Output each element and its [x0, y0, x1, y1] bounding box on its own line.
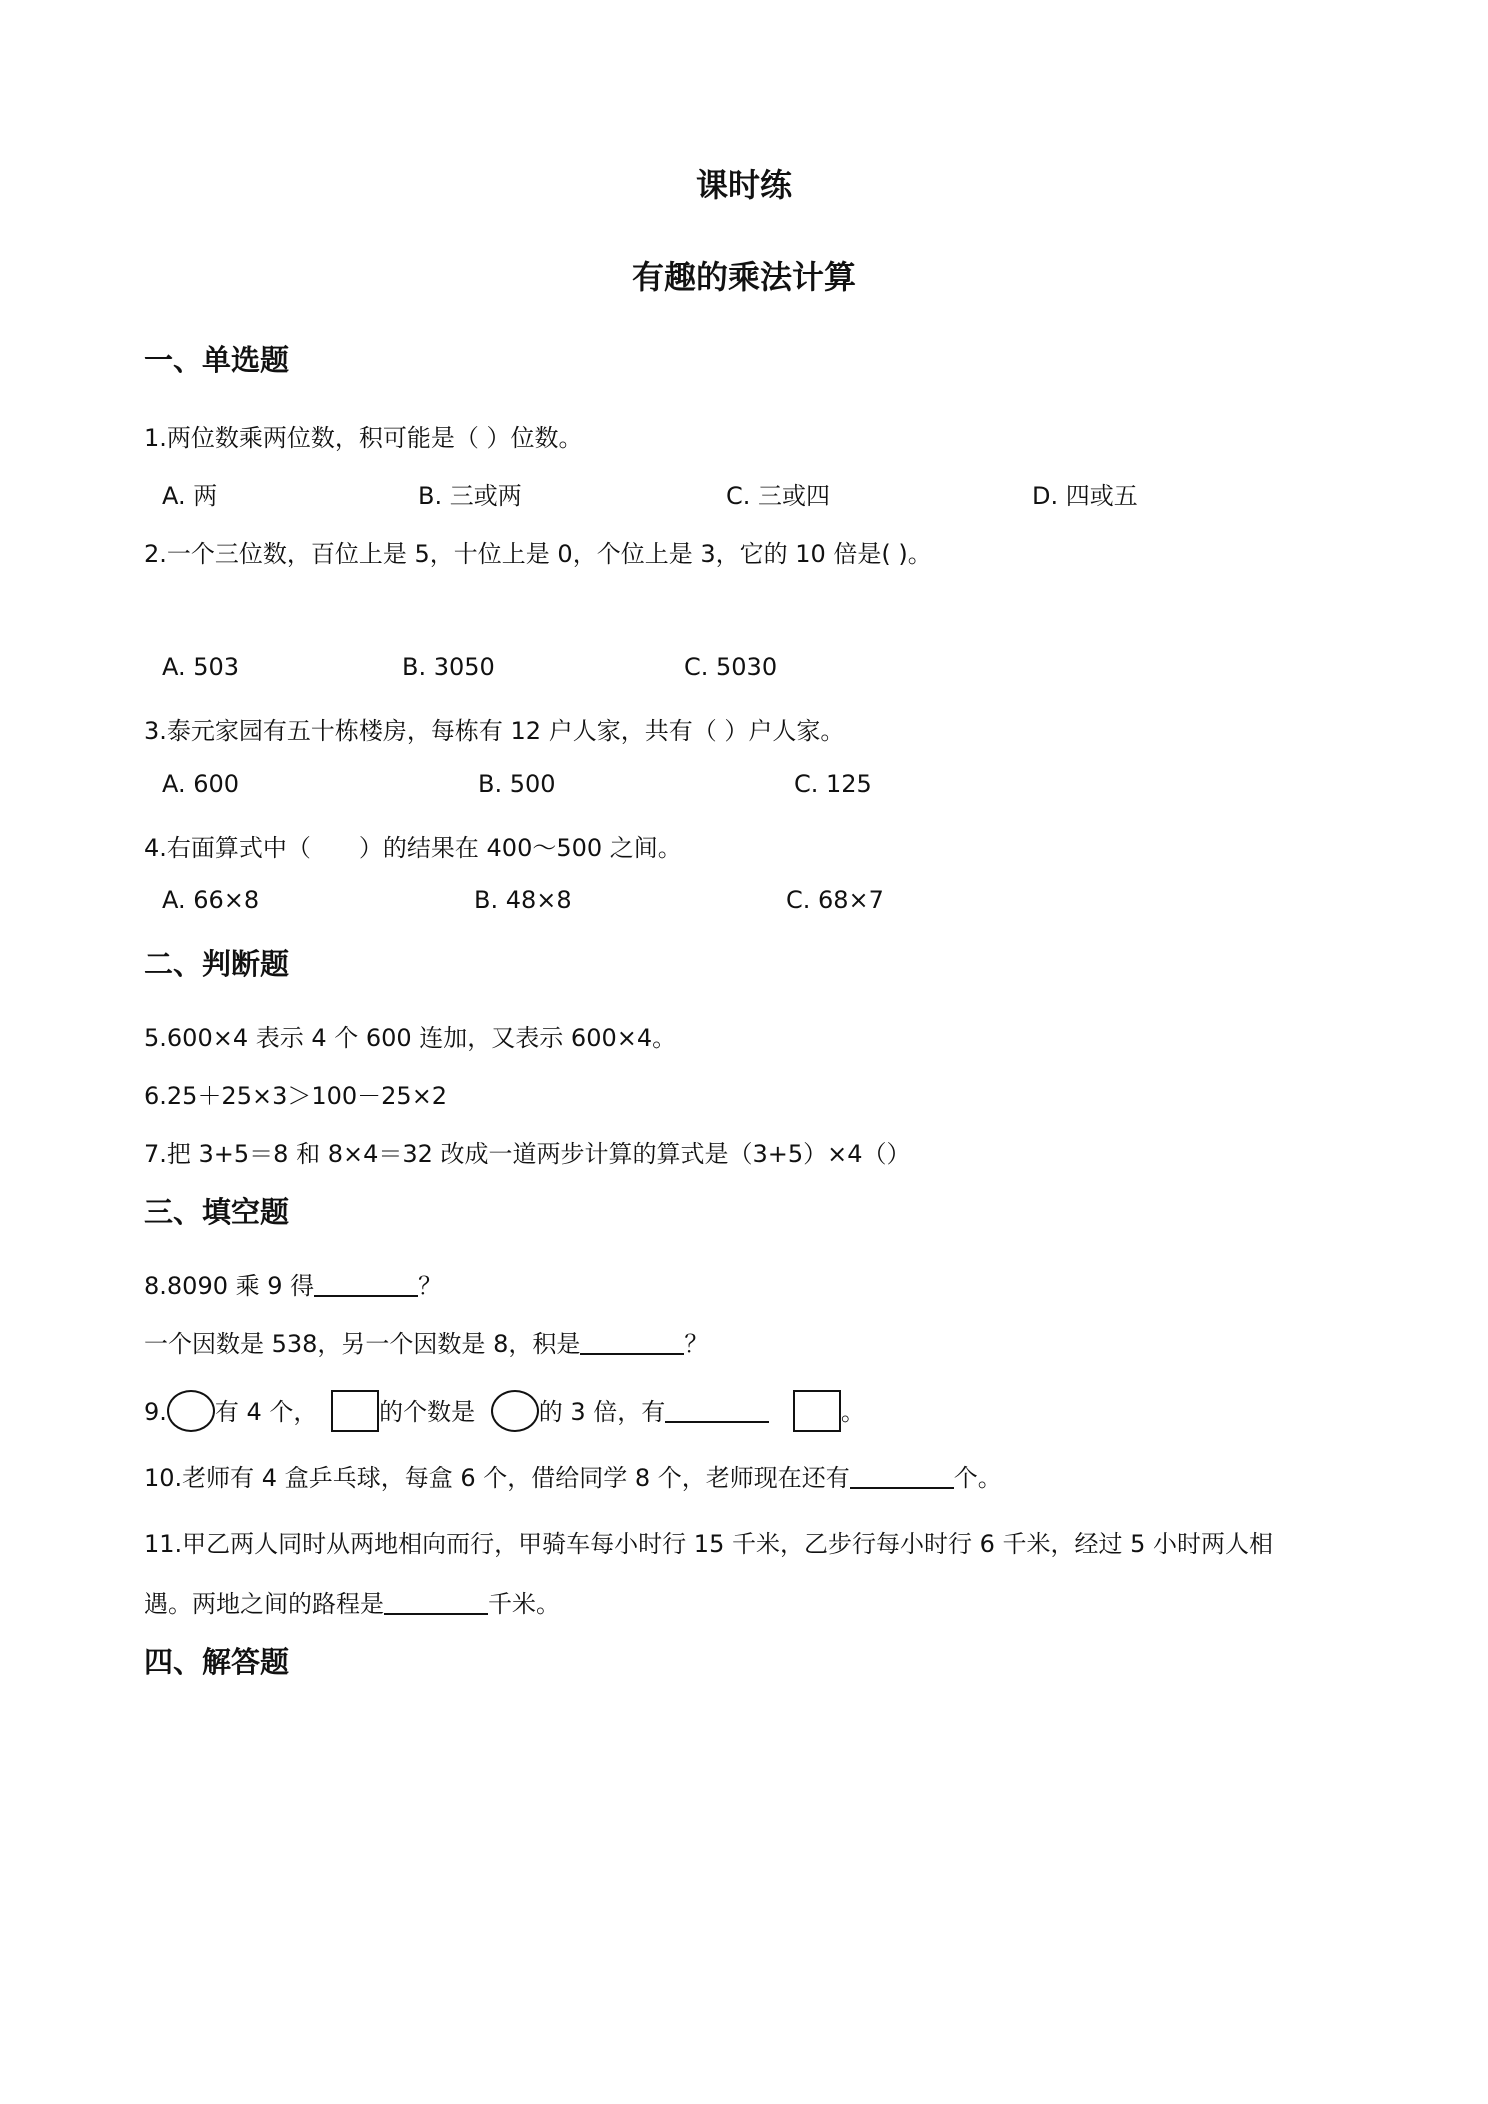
q10-text-a: 10.老师有 4 盒乒乓球，每盒 6 个，借给同学 8 个，老师现在还有: [144, 1464, 850, 1492]
q8-text-c: 一个因数是 538，另一个因数是 8，积是: [144, 1330, 581, 1358]
q11-text-a: 遇。两地之间的路程是: [144, 1590, 384, 1618]
question-8-line-1: [144, 1266, 442, 1301]
answer-blank: [314, 1271, 418, 1297]
q2-option-b: B. 3050: [402, 653, 495, 681]
page-title: 课时练: [695, 166, 792, 204]
q4-option-b: B. 48×8: [474, 886, 572, 914]
question-11-line-2: [144, 1584, 560, 1619]
question-5: 5.600×4 表示 4 个 600 连加，又表示 600×4。: [144, 1024, 677, 1052]
q10-text-b: 个。: [953, 1464, 1002, 1492]
square-icon: [793, 1390, 841, 1432]
q2-option-c: C. 5030: [684, 653, 778, 681]
question-7: 7.把 3+5＝8 和 8×4＝32 改成一道两步计算的算式是（3+5）×4（）: [144, 1140, 911, 1168]
q9-text-c: 的个数是: [379, 1398, 476, 1426]
question-9: [144, 1390, 865, 1432]
q4-option-c: C. 68×7: [786, 886, 884, 914]
q1-option-a: A. 两: [162, 482, 218, 510]
question-2: 2.一个三位数，百位上是 5，十位上是 0，个位上是 3，它的 10 倍是( )。: [144, 540, 932, 568]
q9-text-a: 9.: [144, 1398, 167, 1426]
q9-text-e: 。: [840, 1398, 865, 1426]
page-subtitle: 有趣的乘法计算: [631, 258, 856, 296]
question-8-line-2: [144, 1324, 708, 1359]
q4-option-a: A. 66×8: [162, 886, 260, 914]
question-3: 3.泰元家园有五十栋楼房，每栋有 12 户人家，共有（ ）户人家。: [144, 717, 845, 745]
q3-option-c: C. 125: [794, 770, 872, 798]
q3-option-a: A. 600: [162, 770, 240, 798]
question-1: 1.两位数乘两位数，积可能是（ ）位数。: [144, 424, 583, 452]
square-icon: [331, 1390, 379, 1432]
q2-option-a: A. 503: [162, 653, 240, 681]
q8-text-a: 8.8090 乘 9 得: [144, 1272, 315, 1300]
answer-blank: [850, 1463, 954, 1489]
q3-option-b: B. 500: [478, 770, 556, 798]
q11-text-b: 千米。: [488, 1590, 560, 1618]
q1-option-d: D. 四或五: [1032, 482, 1138, 510]
section-heading-true-false: 二、判断题: [144, 947, 290, 981]
q8-text-b: ？: [418, 1272, 443, 1300]
section-heading-single-choice: 一、单选题: [144, 343, 290, 377]
q8-text-d: ？: [684, 1330, 709, 1358]
question-10: [144, 1458, 1002, 1493]
answer-blank: [580, 1329, 684, 1355]
section-heading-answer: 四、解答题: [144, 1645, 290, 1679]
q1-option-b: B. 三或两: [418, 482, 522, 510]
question-4: 4.右面算式中（ ）的结果在 400～500 之间。: [144, 834, 682, 862]
circle-icon: [491, 1390, 539, 1432]
q1-option-c: C. 三或四: [726, 482, 831, 510]
answer-blank: [384, 1589, 488, 1615]
q9-text-d: 的 3 倍，有: [538, 1398, 666, 1426]
question-11-line-1: 11.甲乙两人同时从两地相向而行，甲骑车每小时行 15 千米，乙步行每小时行 6 千米，经过 5 小时两人相: [144, 1530, 1274, 1558]
section-heading-fill-blank: 三、填空题: [144, 1195, 290, 1229]
circle-icon: [167, 1390, 215, 1432]
q9-text-b: 有 4 个，: [214, 1398, 318, 1426]
answer-blank: [665, 1397, 769, 1423]
question-6: 6.25＋25×3＞100－25×2: [144, 1082, 448, 1110]
